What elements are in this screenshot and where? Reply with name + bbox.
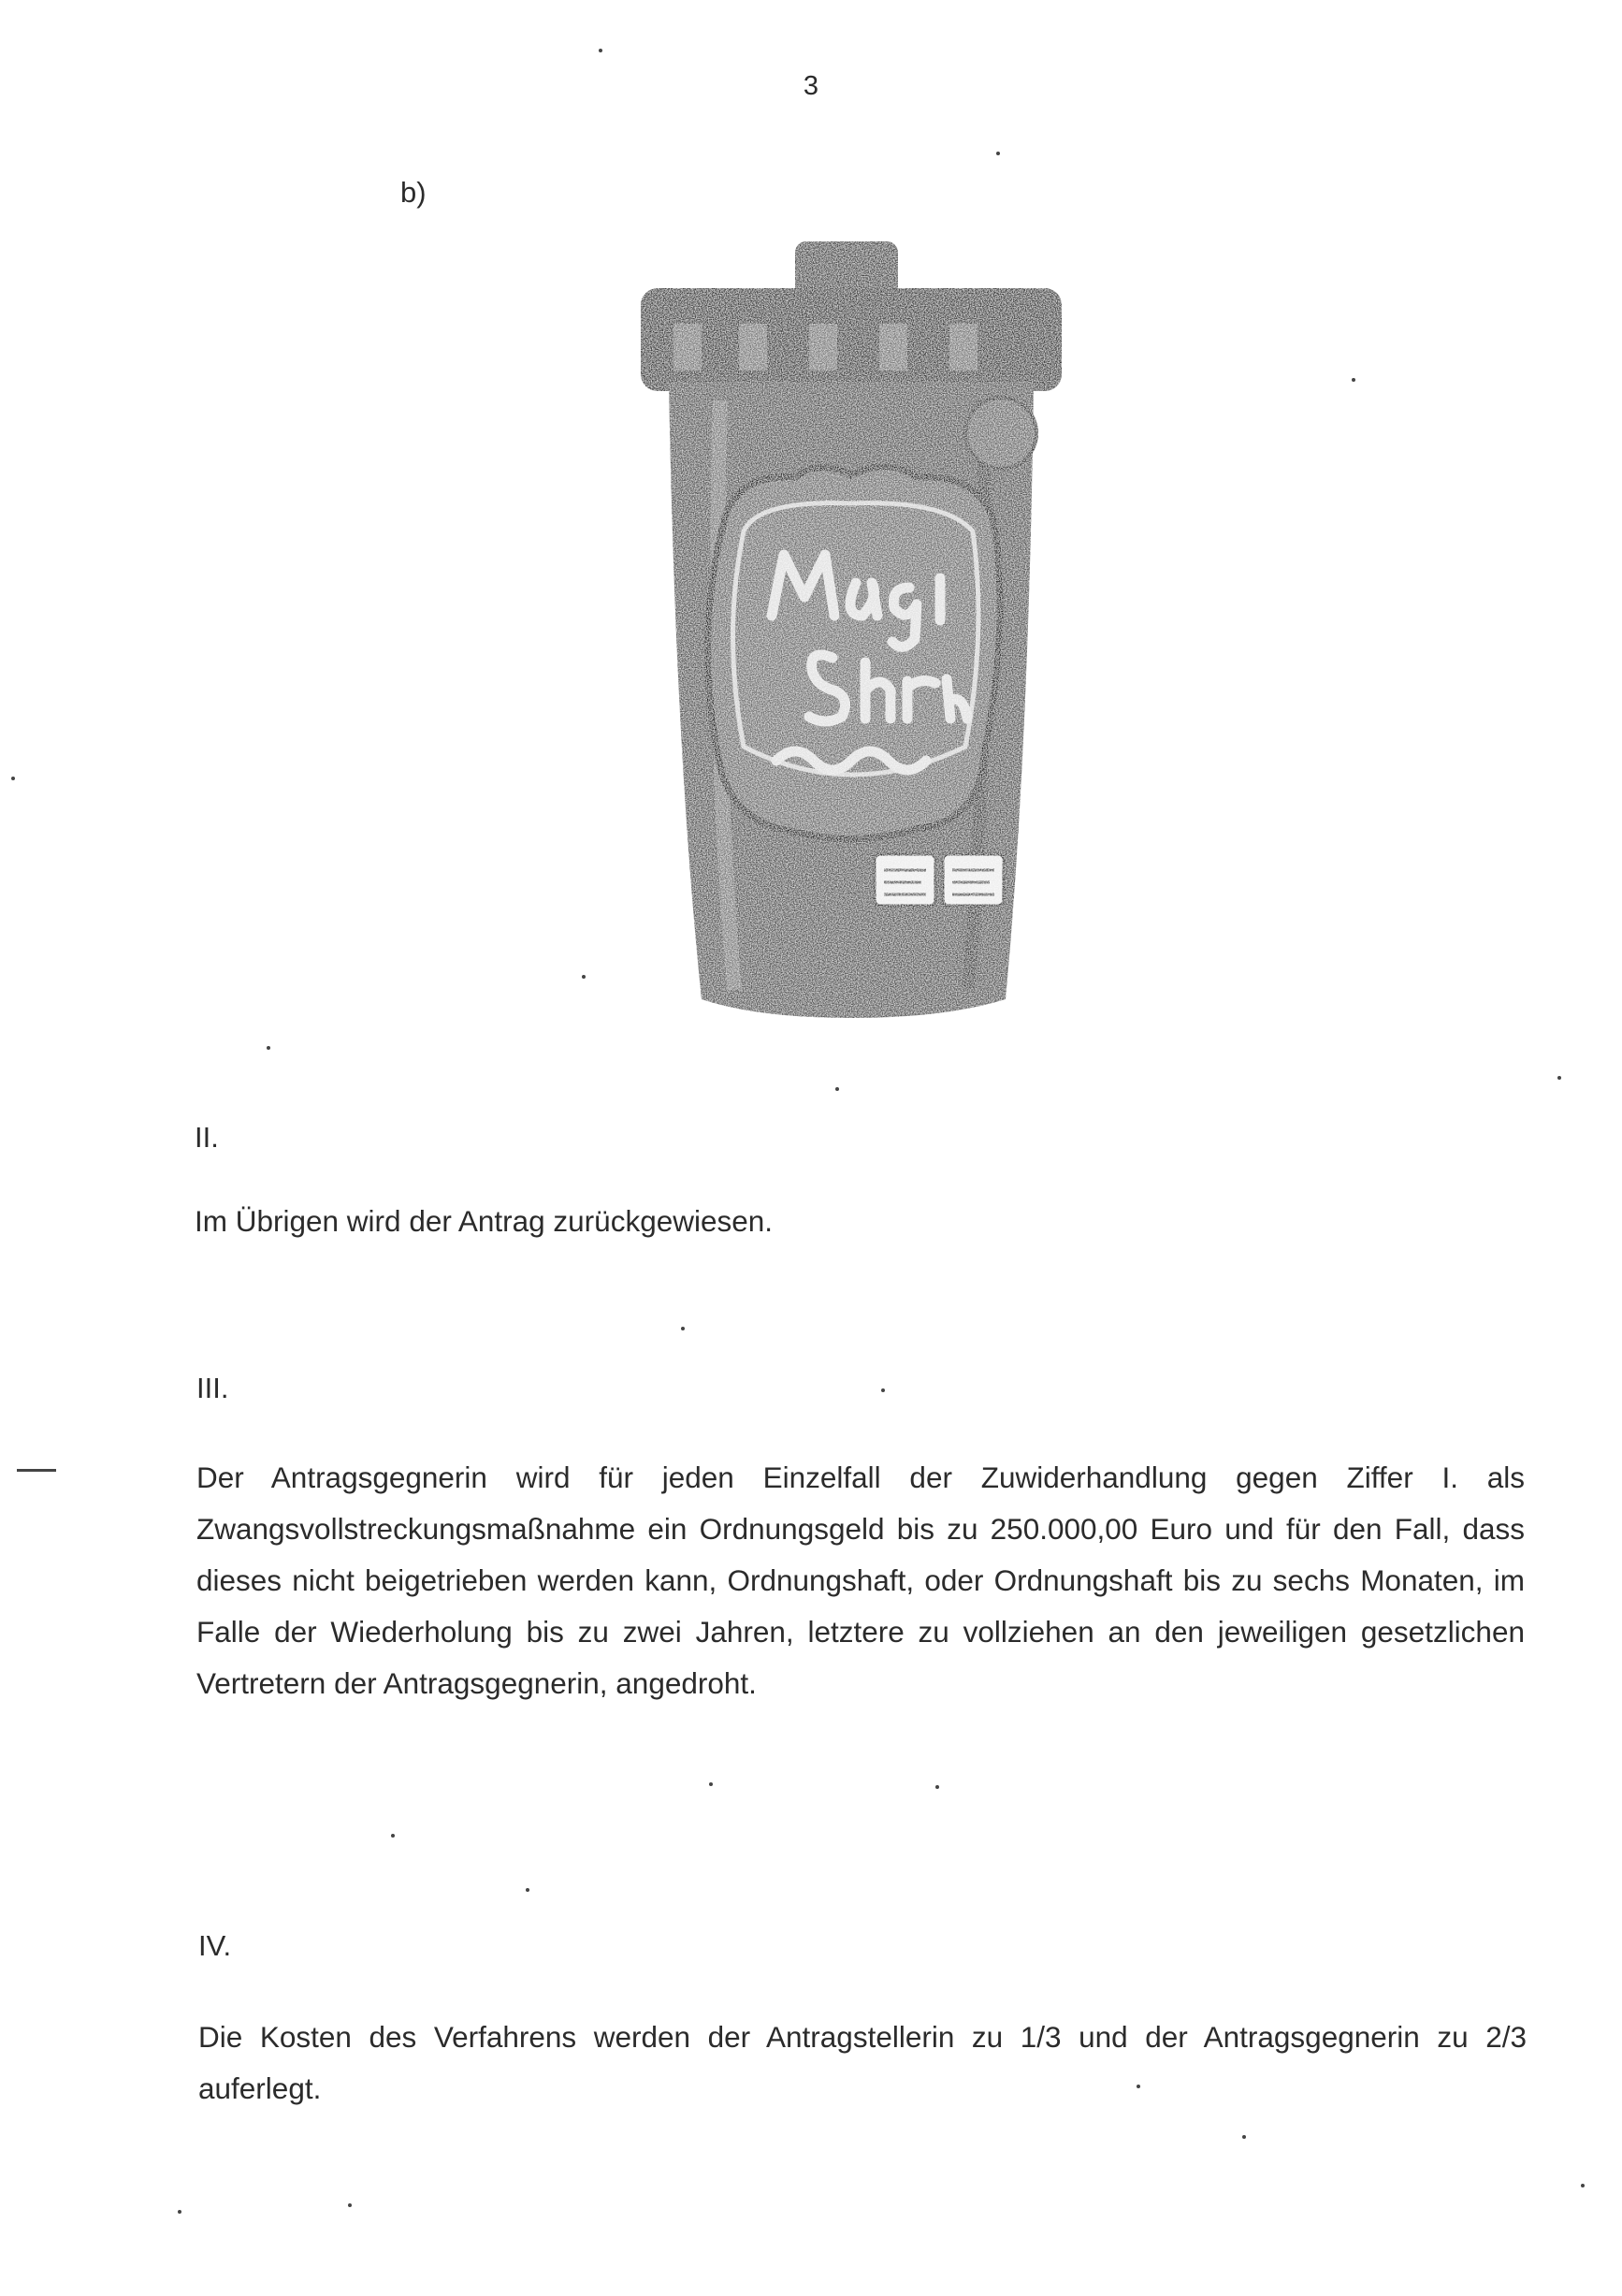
section-ii-text: Im Übrigen wird der Antrag zurückgewiesen. bbox=[195, 1204, 774, 1238]
scan-speck bbox=[391, 1834, 395, 1838]
section-ii-heading: II. bbox=[195, 1121, 219, 1154]
page-number: 3 bbox=[803, 71, 819, 101]
scan-speck bbox=[526, 1888, 529, 1892]
scan-speck bbox=[267, 1046, 270, 1050]
section-iv-text: Die Kosten des Verfahrens werden der Antragstellerin zu 1/3 und der Antragsgegnerin zu 2/3 auferlegt. bbox=[198, 2020, 1527, 2105]
scan-speck bbox=[1557, 1076, 1561, 1080]
scan-speck bbox=[935, 1785, 939, 1789]
section-iv-heading: IV. bbox=[198, 1929, 232, 1962]
scan-speck bbox=[582, 975, 586, 979]
scan-speck bbox=[996, 152, 1000, 155]
scan-speck bbox=[709, 1782, 713, 1786]
scan-speck bbox=[599, 49, 602, 52]
section-iii-text: Der Antragsgegnerin wird für jeden Einzelfall der Zuwiderhandlung gegen Ziffer I. als Zwangsvollstreckungsmaßnahme ein Ordnungsgeld bis zu 250.000,00 Euro und für den Fall, dass dieses nicht beigetrieben werden kann, Ordnungshaft, oder Ordnungshaft bis zu sechs Monaten, im Falle der Wiederholung bis zu zwei Jahren, letztere zu vollziehen an den jeweiligen gesetzlichen Vertretern der Antragsgegnerin, angedroht. bbox=[196, 1460, 1525, 1700]
candy-container-icon bbox=[617, 223, 1085, 1027]
scan-speck bbox=[1242, 2135, 1246, 2139]
scan-speck bbox=[1137, 2085, 1140, 2088]
scan-speck bbox=[11, 777, 15, 780]
scan-speck bbox=[835, 1087, 839, 1091]
scan-speck bbox=[1352, 378, 1355, 382]
section-iii-heading: III. bbox=[196, 1372, 229, 1404]
margin-mark bbox=[17, 1469, 56, 1472]
scan-speck bbox=[881, 1388, 885, 1392]
figure-sub-label: b) bbox=[400, 176, 427, 209]
scan-speck bbox=[681, 1327, 685, 1330]
scan-speck bbox=[178, 2210, 181, 2214]
scan-speck bbox=[1581, 2184, 1585, 2187]
scan-speck bbox=[348, 2203, 352, 2207]
